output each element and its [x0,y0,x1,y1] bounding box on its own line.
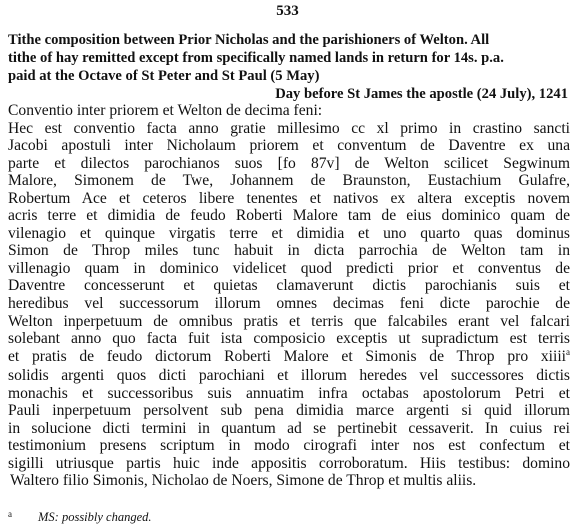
footnote [8,510,152,525]
body-line: Pauli inperpetuum persolvent sub pena dimidia marce argenti si quid illorum [8,402,570,420]
body-line-text: et pratis de feudo dictorum Roberti Malore et Simonis de Throp pro xiiii [8,347,566,365]
body-line: Jacobi apostuli inter Nicholaum priorem et conventum de Daventre ex una [8,137,570,155]
body-line: heredibus vel successorum illorum omnes decimas feni dicte parochie de [8,295,570,313]
body-line: Waltero filio Simonis, Nicholao de Noers, Simone de Throp et multis aliis. [10,472,477,490]
body-line: monachis et successoribus suis annuatim infra octabas apostolorum Petri et [8,384,570,402]
heading-line: tithe of hay remitted except from specifically named lands in return for 14s. p.a. [8,50,504,66]
footnote-text: MS: possibly changed. [38,510,152,524]
body-line: Daventre concesserunt et quietas clamaverunt dictis parochianis suis et [8,277,570,295]
body-line: Simon de Throp miles tunc habuit in dicta parrochia de Welton tam in [8,242,570,260]
body-line: solidis argenti quos dicti parochiani et illorum heredes vel successores dictis [8,367,570,385]
page-number: 533 [276,3,299,19]
body-line: testimonium presens scriptum in modo cirografi inter nos est confectum et [8,437,570,455]
latin-text-body [8,102,570,490]
body-line: Robertum Ace et ceteros libere tenentes et nativos ex altera exceptis novem [8,189,570,207]
footnote-marker: a [8,509,12,519]
body-line: vilenagio et quinque virgatis terre et dimidia et uno quarto quas dominus [8,224,570,242]
heading-line: paid at the Octave of St Peter and St Paul (5 May) [8,68,320,84]
body-line-with-note [8,348,570,368]
heading-line: Tithe composition between Prior Nicholas and the parishioners of Welton. All [8,32,490,48]
body-line: Welton inperpetuum de omnibus pratis et terris que falcabiles erant vel falcari [8,312,570,330]
body-line: parte et dilectos parochianos suos [fo 87v] de Welton scilicet Segwinum [8,154,570,172]
body-line: acris terre et dimidia de feudo Roberti Malore tam de eius dominico quam de [8,207,570,225]
footnote-reference: a [566,346,570,357]
body-line: villenagio quam in dominico videlicet quod predicti prior et conventus de [8,259,570,277]
body-line: solebant anno quo facta fuit ista composicio exceptis ut supradictum est terris [8,330,570,348]
document-heading [8,31,568,103]
body-line: sigilli utriusque partis huic inde appositis corroboratum. Hiis testibus: domino [8,454,570,472]
heading-dateline: Day before St James the apostle (24 July), 1241 [275,86,568,102]
body-line: Hec est conventio facta anno gratie millesimo cc xl primo in crastino sancti [8,119,570,137]
body-line: Conventio inter priorem et Welton de decima feni: [8,102,323,119]
body-line: in solucione dicti termini in quantum ad se pertinebit cessaverit. In cuius rei [8,419,570,437]
body-line: Malore, Simonem de Twe, Johannem de Braunston, Eustachium Gulafre, [8,172,570,190]
